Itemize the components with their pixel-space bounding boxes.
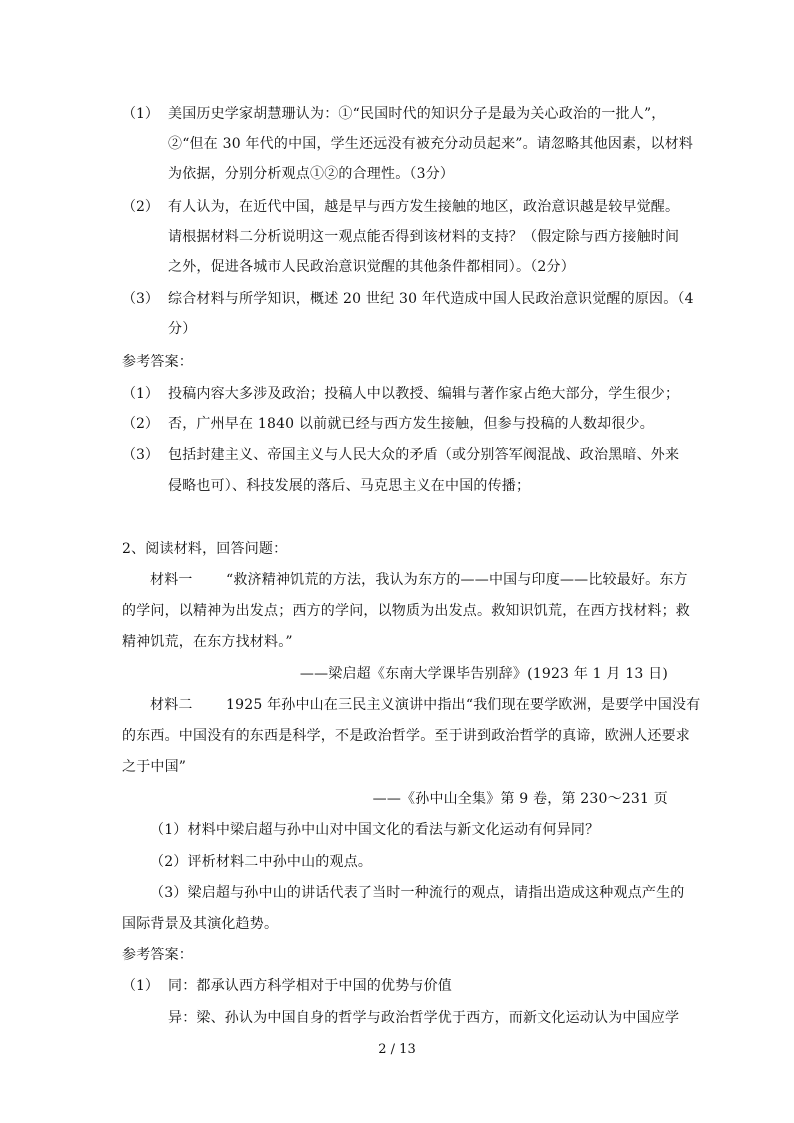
material-label: 材料二 <box>150 697 193 713</box>
answer-text: 同：都承认西方科学相对于中国的优势与价值 <box>168 978 452 994</box>
question-text: 国际背景及其演化趋势。 <box>122 916 279 932</box>
question-text: 有人认为，在近代中国，越是早与西方发生接触的地区，政治意识越是较早觉醒。 <box>168 199 680 215</box>
question-text: （2）评析材料二中孙中山的观点。 <box>150 854 373 870</box>
answer-text: 包括封建主义、帝国主义与人民大众的矛盾（或分别答军阀混战、政治黑暗、外来 <box>168 447 680 463</box>
question-text: 综合材料与所学知识，概述 20 世纪 30 年代造成中国人民政治意识觉醒的原因。（4 <box>168 291 694 307</box>
answer-number: （1） <box>122 386 159 402</box>
question-text: 请根据材料二分析说明这一观点能否得到该材料的支持？（假定除与西方接触时间 <box>168 229 680 245</box>
answer-number: （1） <box>122 978 159 994</box>
material-text: 的学问，以精神为出发点；西方的学问，以物质为出发点。救知识饥荒，在西方找材料；救 <box>122 603 690 619</box>
question-text: ②“但在 30 年代的中国，学生还远没有被充分动员起来”。请忽略其他因素，以材料 <box>168 136 694 152</box>
material-source: ——《孙中山全集》第 9 卷，第 230～231 页 <box>372 791 668 807</box>
question-number: （2） <box>122 199 159 215</box>
answer-text: 侵略也可）、科技发展的落后、马克思主义在中国的传播； <box>168 478 531 494</box>
question-text: 为依据，分别分析观点①②的合理性。（3分） <box>168 166 455 182</box>
page-number: 2 / 13 <box>378 1042 416 1057</box>
answer-label: 参考答案： <box>122 354 193 370</box>
question-text: 分） <box>168 321 197 337</box>
section-title: 2、阅读材料，回答问题： <box>122 541 288 557</box>
material-label: 材料一 <box>150 572 193 588</box>
question-text: （1）材料中梁启超与孙中山对中国文化的看法与新文化运动有何异同？ <box>150 822 600 838</box>
answer-text: 投稿内容大多涉及政治；投稿人中以教授、编辑与著作家占绝大部分，学生很少； <box>168 386 680 402</box>
answer-text: 否，广州早在 1840 以前就已经与西方发生接触，但参与投稿的人数却很少。 <box>168 416 654 432</box>
question-text: （3）梁启超与孙中山的讲话代表了当时一种流行的观点，请指出造成这种观点产生的 <box>150 885 685 901</box>
material-text: “救济精神饥荒的方法，我认为东方的——中国与印度——比较最好。东方 <box>226 572 688 588</box>
material-text: 的东西。中国没有的东西是科学，不是政治哲学。至于讲到政治哲学的真谛，欧洲人还要求 <box>122 728 690 744</box>
answer-label: 参考答案： <box>122 947 193 963</box>
material-text: 精神饥荒，在东方找材料。” <box>122 634 293 650</box>
answer-number: （2） <box>122 416 159 432</box>
material-text: 1925 年孙中山在三民主义演讲中指出“我们现在要学欧洲，是要学中国没有 <box>226 697 701 713</box>
question-number: （3） <box>122 291 159 307</box>
question-text: 之外，促进各城市人民政治意识觉醒的其他条件都相同）。（2分） <box>168 259 575 275</box>
answer-number: （3） <box>122 447 159 463</box>
question-number: （1） <box>122 106 159 122</box>
material-source: ——梁启超《东南大学课毕告别辞》(1923 年 1 月 13 日) <box>299 666 668 682</box>
question-text: 美国历史学家胡慧珊认为：①“民国时代的知识分子是最为关心政治的一批人”， <box>168 106 666 122</box>
material-text: 之于中国” <box>122 759 187 775</box>
answer-text: 异：梁、孙认为中国自身的哲学与政治哲学优于西方，而新文化运动认为中国应学 <box>168 1010 680 1026</box>
